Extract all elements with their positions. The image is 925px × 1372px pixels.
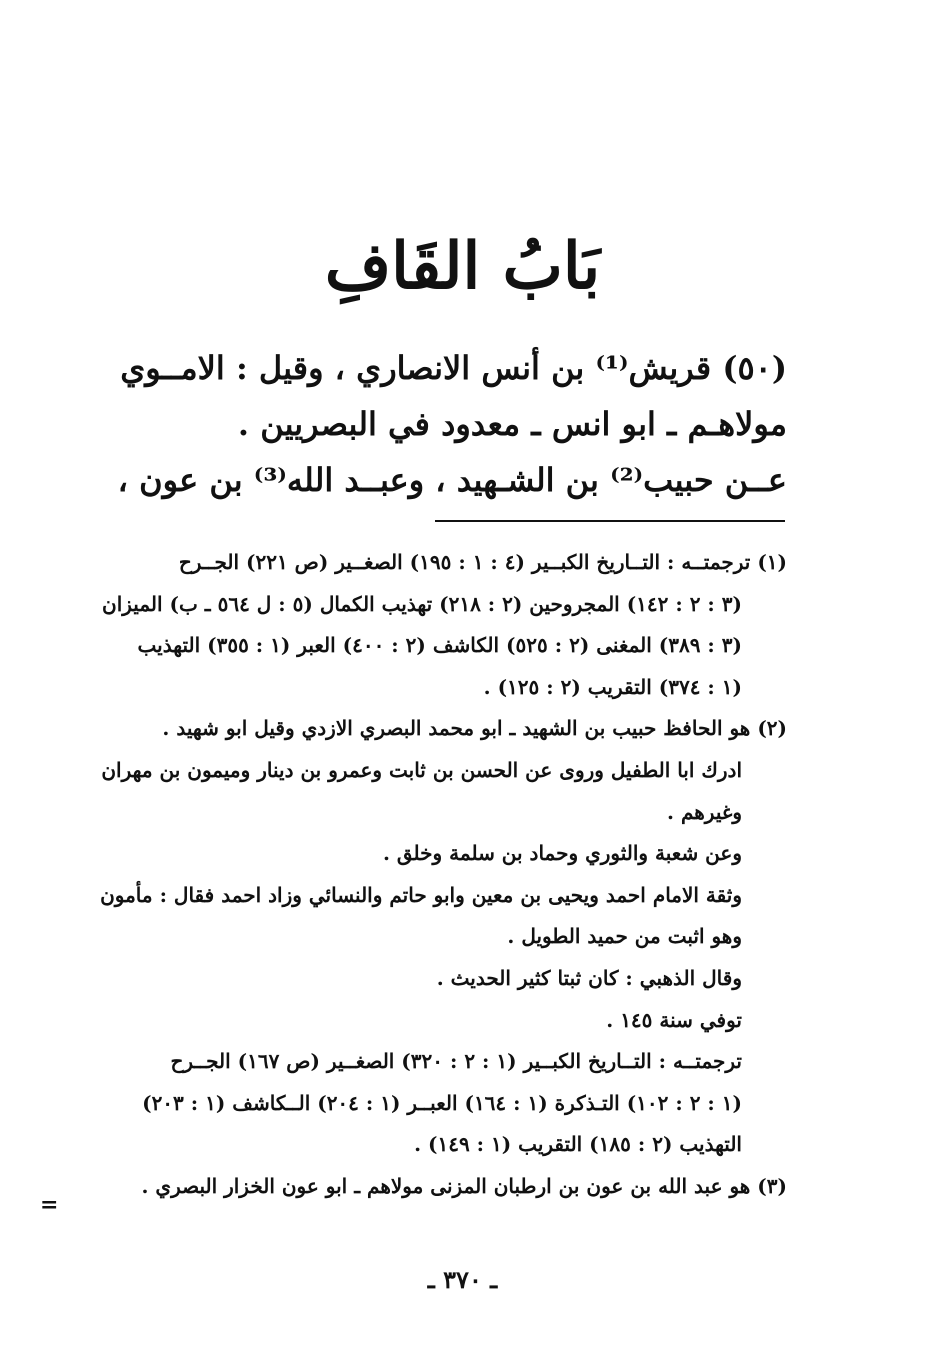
footnote-line: (١ : ٣٧٤) التقريب (٢ : ١٢٥) . (483, 674, 742, 699)
entry-line-2: مولاهـم ـ ابو انس ـ معدود في البصريين . (237, 405, 787, 443)
footnote-line: وهو اثبت من حميد الطويل . (507, 924, 742, 949)
footnotes (87, 542, 787, 1208)
footnote-line: وعن شعبة والثوري وحماد بن سلمة وخلق . (382, 841, 742, 866)
entry-text (87, 340, 787, 508)
page-number: ـ ٣٧٠ ـ (427, 1265, 498, 1294)
footnote-line: (٣ : ٢ : ١٤٢) المجروحين (٢ : ٢١٨) تهذيب الكمال (٥ : ل ٥٦٤ ـ ب) الميزان (102, 591, 742, 616)
footnote-line: وغيرهم . (667, 799, 742, 824)
footnote-divider (435, 520, 785, 522)
footnote-line: ترجمتــه : التــاريخ الكبــير (١ : ٢ : ٣٢٠) الصغــير (ص ١٦٧) الجــرح (170, 1049, 742, 1074)
footnote-line: (٣) هو عبد الله بن عون بن ارطبان المزنى مولاهم ـ ابو عون الخزار البصري . (141, 1173, 787, 1198)
chapter-title: بَابُ القَافِ (324, 229, 601, 304)
footnote-line: وثقة الامام احمد ويحيى بن معين وابو حاتم والنسائي وزاد احمد فقال : مأمون (100, 882, 742, 907)
footnote-line: ادرك ابا الطفيل وروى عن الحسن بن ثابت وعمرو بن دينار وميمون بن مهران (101, 757, 742, 782)
footnote-line: (٢) هو الحافظ حبيب بن الشهيد ـ ابو محمد البصري الازدي وقيل ابو شهيد . (162, 716, 787, 741)
footnote-line: (١ : ٢ : ١٠٢) التـذكرة (١ : ١٦٤) العبــر (١ : ٢٠٤) الــكاشف (١ : ٢٠٣) (142, 1090, 742, 1115)
footnote-line: التهذيب (٢ : ١٨٥) التقريب (١ : ١٤٩) . (414, 1132, 742, 1157)
footnote-line: (٣ : ٣٨٩) المغنى (٢ : ٥٢٥) الكاشف (٢ : ٤٠٠) العبر (١ : ٣٥٥) التهذيب (137, 633, 742, 658)
footnote-line: وقال الذهبي : كان ثبتا كثير الحديث . (436, 965, 742, 990)
margin-mark: = (40, 1192, 59, 1218)
entry-line-3: عــن حبيب⁽²⁾ بن الشـهيد ، وعبــد الله⁽³⁾ بن عون ، (117, 461, 787, 499)
footnote-line: (١) ترجمتــه : التــاريخ الكبــير (٤ : ١ : ١٩٥) الصغــير (ص ٢٢١) الجــرح (178, 550, 787, 574)
entry-line-1: (٥٠) قريش⁽¹⁾ بن أنس الانصاري ، وقيل : الامــوي (120, 349, 787, 387)
footnote-line: توفي سنة ١٤٥ . (606, 1007, 742, 1032)
